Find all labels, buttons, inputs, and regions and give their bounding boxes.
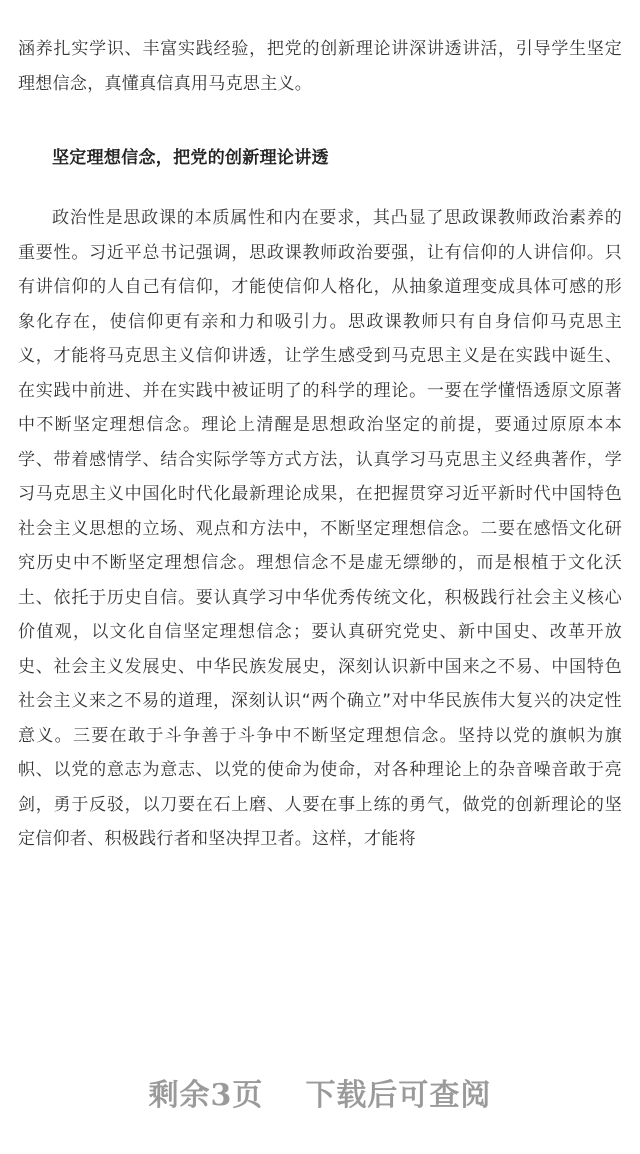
remaining-pages-label[interactable]: 剩余3页 <box>148 1078 264 1113</box>
paragraph-intro: 涵养扎实学识、丰富实践经验，把党的创新理论讲深讲透讲活，引导学生坚定理想信念，真懂真信真用马克思主义。 <box>18 39 622 94</box>
download-prompt-banner[interactable] <box>0 1066 640 1118</box>
section-heading: 坚定理想信念，把党的创新理论讲透 <box>52 148 329 168</box>
download-to-view-label[interactable]: 下载后可查阅 <box>305 1078 492 1113</box>
paragraph-body: 政治性是思政课的本质属性和内在要求，其凸显了思政课教师政治素养的重要性。习近平总书记强调，思政课教师政治要强，让有信仰的人讲信仰。只有讲信仰的人自己有信仰，才能使信仰人格化，从抽象道理变成具体可感的形象化存在，使信仰更有亲和力和吸引力。思政课教师只有自身信仰马克思主义，才能将马克思主义信仰讲透，让学生感受到马克思主义是在实践中诞生、在实践中前进、并在实践中被证明了的科学的理论。一要在学懂悟透原文原著中不断坚定理想信念。理论上清醒是思想政治坚定的前提，要通过原原本本学、带着感情学、结合实际学等方式方法，认真学习马克思主义经典著作，学习马克思主义中国化时代化最新理论成果，在把握贯穿习近平新时代中国特色社会主义思想的立场、观点和方法中，不断坚定理想信念。二要在感悟文化研究历史中不断坚定理想信念。理想信念不是虚无缥缈的，而是根植于文化沃土、依托于历史自信。要认真学习中华优秀传统文化，积极践行社会主义核心价值观，以文化自信坚定理想信念；要认真研究党史、新中国史、改革开放史、社会主义发展史、中华民族发展史，深刻认识新中国来之不易、中国特色社会主义来之不易的道理，深刻认识“两个确立”对中华民族伟大复兴的决定性意义。三要在敢于斗争善于斗争中不断坚定理想信念。坚持以党的旗帜为旗帜、以党的意志为意志、以党的使命为使命，对各种理论上的杂音噪音敢于亮剑，勇于反驳，以刀要在石上磨、人要在事上练的勇气，做党的创新理论的坚定信仰者、积极践行者和坚决捍卫者。这样，才能将 <box>18 208 622 849</box>
